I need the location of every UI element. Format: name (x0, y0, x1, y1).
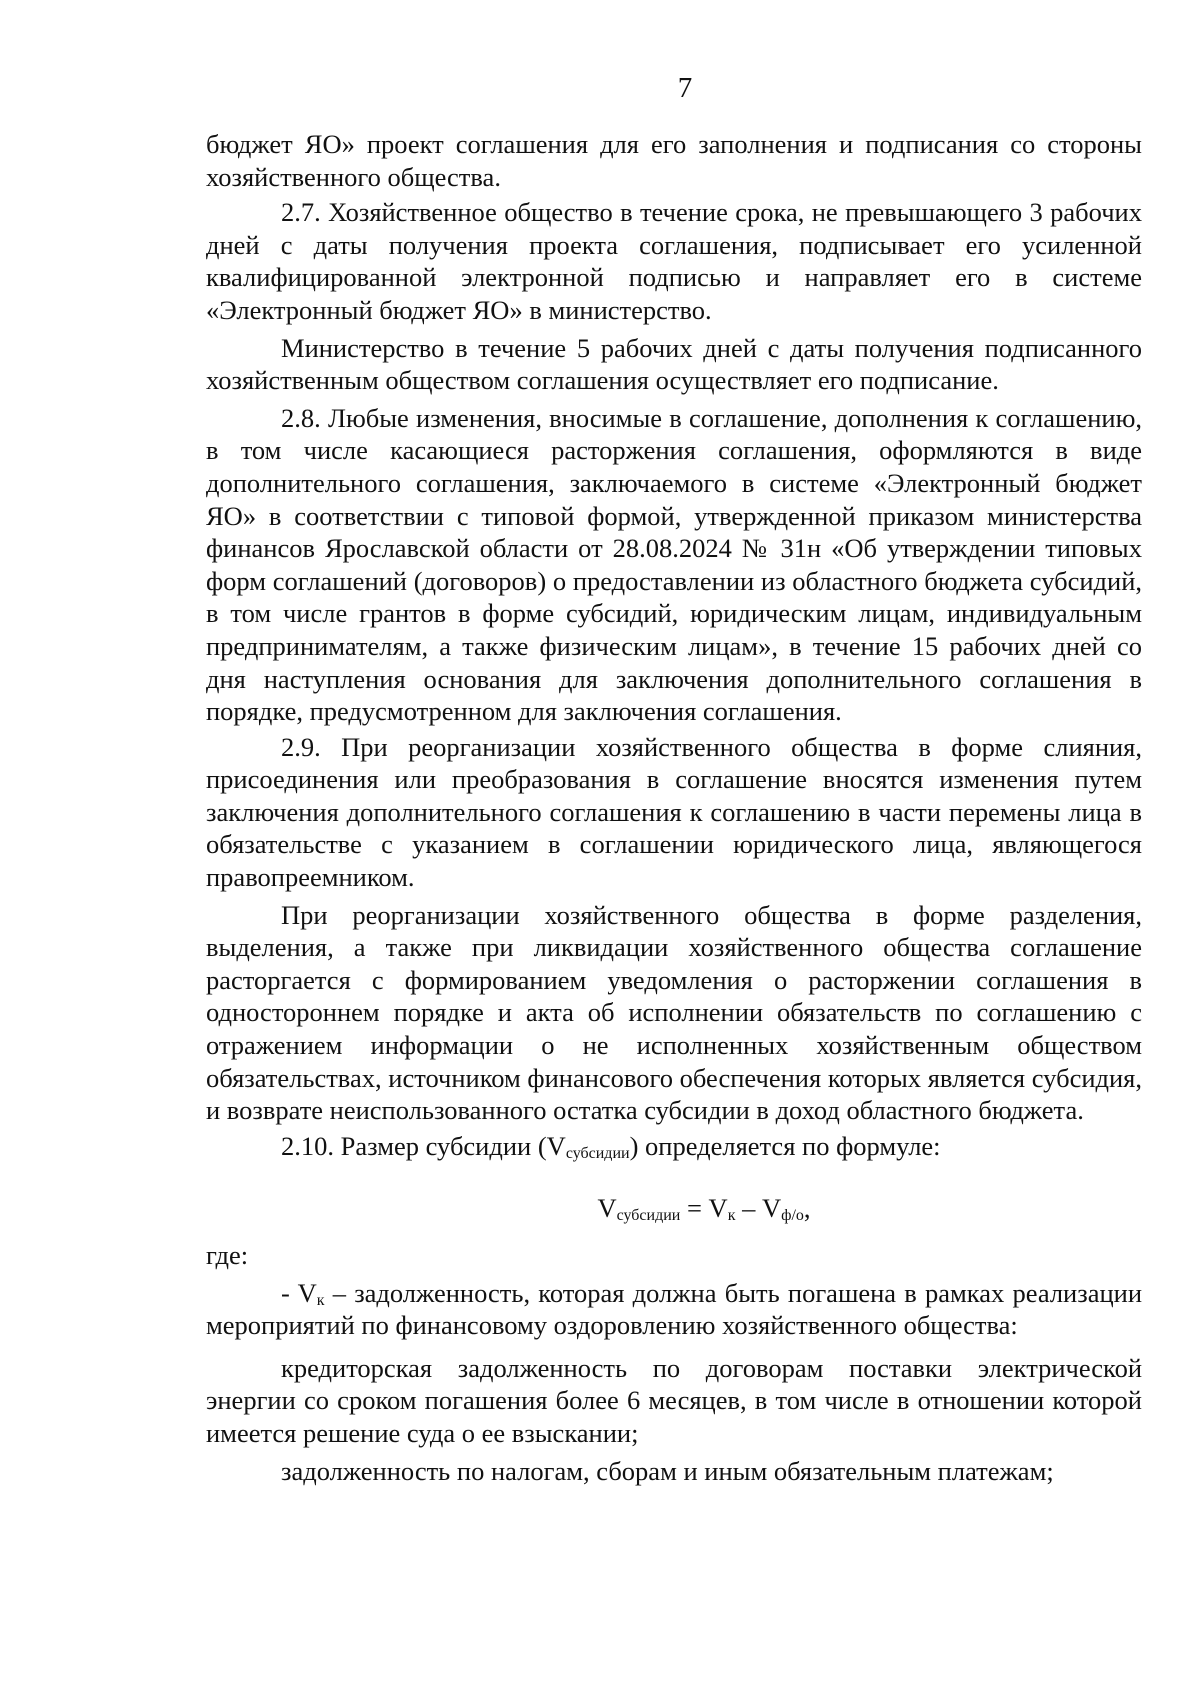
paragraph-2-7: 2.7. Хозяйственное общество в течение срока, не превышающего 3 рабочих дней с даты получения проекта соглашения, подписывает его усиленной квалифицированной электронной подписью и направляет его в системе «Электронный бюджет ЯО» в министерство. (206, 197, 1142, 325)
document-body (206, 128, 1142, 1487)
subsidy-formula: $V_{субсидии} = V_к - V_{ф/о}$, (597, 1193, 811, 1225)
page-number: 7 (677, 72, 693, 104)
paragraph-creditor-debt: кредиторская задолженность по договорам поставки электрической энергии со сроком погашения более 6 месяцев, в том числе в отношении которой имеется решение суда о ее взыскании; (206, 1352, 1142, 1448)
paragraph-tax-debt: задолженность по налогам, сборам и иным обязательным платежам; (281, 1455, 1054, 1486)
paragraph-2-10: 2.10. Размер субсидии $(V_{субсидии})$ определяется по формуле: (281, 1130, 941, 1162)
paragraph-2-8: 2.8. Любые изменения, вносимые в соглашение, дополнения к соглашению, в том числе касающиеся расторжения соглашения, оформляются в виде дополнительного соглашения, заключаемого в системе «Электронный бюджет ЯО» в соответствии с типовой формой, утвержденной приказом министерства финансов Ярославской области от 28.08.2024 № 31н «Об утверждении типовых форм соглашений (договоров) о предоставлении из областного бюджета субсидий, в том числе грантов в форме субсидий, юридическим лицам, индивидуальным предпринимателям, а также физическим лицам», в течение 15 рабочих дней со дня наступления основания для заключения дополнительного соглашения в порядке, предусмотренном для заключения соглашения. (206, 402, 1142, 727)
paragraph-vk-definition: - $V_к$ – задолженность, которая должна быть погашена в рамках реализации мероприятий по финансовому оздоровлению хозяйственного общества: (206, 1277, 1143, 1341)
paragraph-ministry-signing: Министерство в течение 5 рабочих дней с даты получения подписанного хозяйственным обществом соглашения осуществляет его подписание. (206, 332, 1142, 396)
paragraph-continuation: бюджет ЯО» проект соглашения для его заполнения и подписания со стороны хозяйственного общества. (206, 129, 1142, 192)
paragraph-reorganization: При реорганизации хозяйственного общества в форме разделения, выделения, а также при ликвидации хозяйственного общества соглашение расторгается с формированием уведомления о расторжении соглашения в одностороннем порядке и акта об исполнении обязательств по соглашению с отражением информации о не исполненных хозяйственным обществом обязательствах, источником финансового обеспечения которых является субсидия, и возврате неиспользованного остатка субсидии в доход областного бюджета. (206, 899, 1142, 1126)
where-label: где: (206, 1240, 249, 1270)
paragraph-2-9: 2.9. При реорганизации хозяйственного общества в форме слияния, присоединения или преобразования в соглашение вносятся изменения путем заключения дополнительного соглашения к соглашению в части перемены лица в обязательстве с указанием в соглашении юридического лица, являющегося правопреемником. (206, 731, 1142, 893)
